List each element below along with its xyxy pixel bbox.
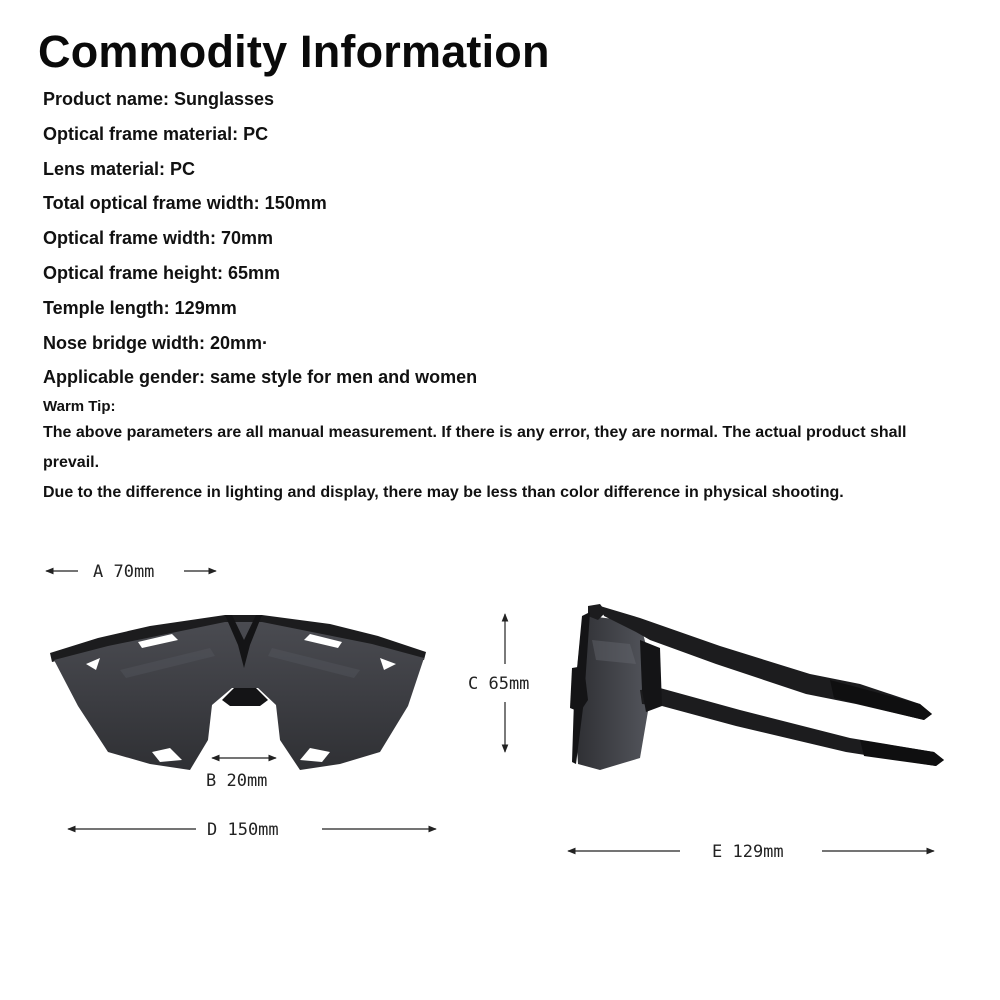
spec-nose-bridge: Nose bridge width: 20mm· xyxy=(43,332,269,353)
front-view-glasses xyxy=(50,615,426,770)
spec-list xyxy=(43,86,983,399)
warm-tip-line: prevail. xyxy=(43,454,100,471)
dimension-c xyxy=(468,614,529,752)
dimension-c-label: C 65mm xyxy=(468,674,530,694)
warm-tip-heading: Warm Tip: xyxy=(43,398,116,415)
warm-tip xyxy=(43,396,988,508)
warm-tip-line: Due to the difference in lighting and display, there may be less than color difference in physical shooting. xyxy=(43,484,844,501)
dimension-b xyxy=(206,758,276,791)
dimension-d xyxy=(68,820,436,840)
dimension-a xyxy=(46,562,216,582)
spec-lens-material: Lens material: PC xyxy=(43,158,196,179)
dimension-e xyxy=(568,842,934,862)
dimension-e-label: E 129mm xyxy=(712,842,784,862)
dimension-a-label: A 70mm xyxy=(93,562,155,582)
spec-total-width: Total optical frame width: 150mm xyxy=(43,193,327,214)
spec-product-name: Product name: Sunglasses xyxy=(43,89,275,109)
dimension-d-label: D 150mm xyxy=(207,820,279,840)
side-view-glasses xyxy=(570,604,944,770)
spec-frame-height: Optical frame height: 65mm xyxy=(43,262,281,283)
spec-temple-length: Temple length: 129mm xyxy=(43,297,237,318)
warm-tip-line: The above parameters are all manual measurement. If there is any error, they are normal. The actual product shall xyxy=(43,424,907,441)
spec-frame-material: Optical frame material: PC xyxy=(43,123,269,144)
spec-frame-width: Optical frame width: 70mm xyxy=(43,228,274,249)
dimension-b-label: B 20mm xyxy=(206,771,268,791)
page-title: Commodity Information xyxy=(38,26,550,77)
dimension-diagram xyxy=(0,540,1000,880)
spec-gender: Applicable gender: same style for men and women xyxy=(43,367,478,388)
